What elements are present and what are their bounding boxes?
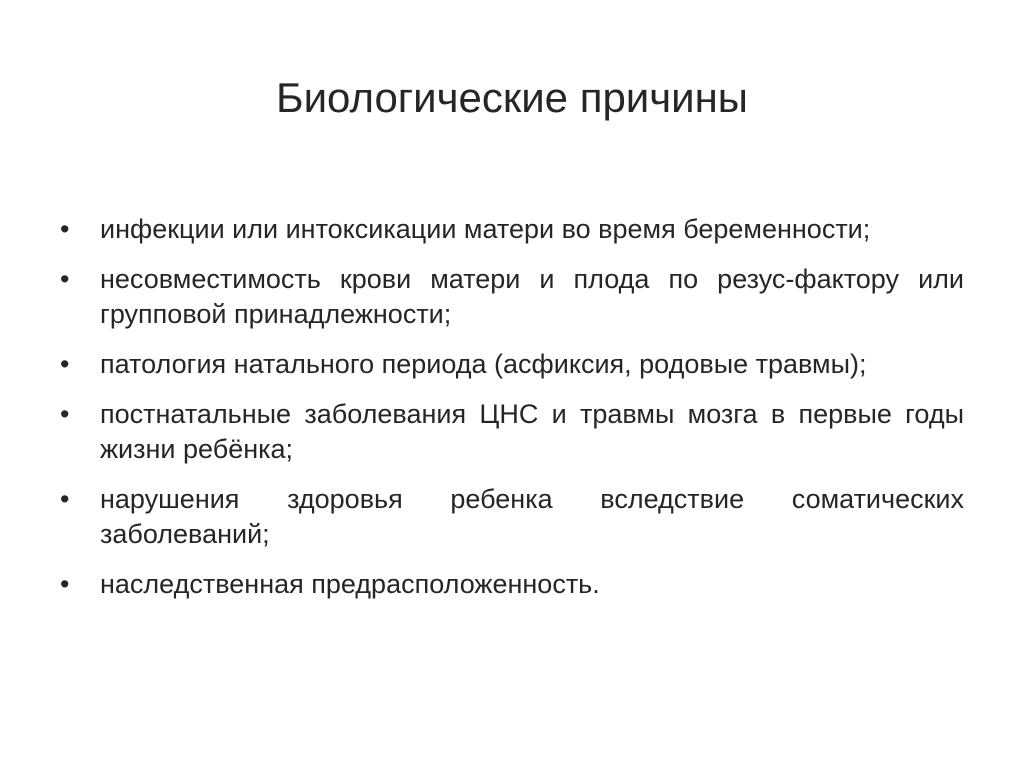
list-item-text: несовместимость крови матери и плода по резус-фактору или групповой принадлежности;: [100, 264, 964, 329]
list-item: [60, 482, 964, 552]
slide-title: Биологические причины: [276, 74, 748, 121]
bullet-list: [60, 212, 964, 602]
list-item-text: патология натального периода (асфиксия, родовые травмы);: [100, 349, 867, 379]
bullet-icon: •: [60, 484, 70, 514]
list-item: [60, 212, 964, 247]
bullet-icon: •: [60, 349, 70, 379]
list-item-text: инфекции или интоксикации матери во время беременности;: [100, 214, 871, 244]
list-item-text: наследственная предрасположенность.: [100, 569, 600, 599]
list-item: [60, 397, 964, 467]
list-item: [60, 262, 964, 332]
bullet-icon: •: [60, 214, 70, 244]
list-item-text: нарушения здоровья ребенка вследствие соматических заболеваний;: [100, 484, 964, 549]
list-item-text: постнатальные заболевания ЦНС и травмы мозга в первые годы жизни ребёнка;: [100, 399, 964, 464]
bullet-icon: •: [60, 264, 70, 294]
bullet-icon: •: [60, 569, 70, 599]
list-item: [60, 347, 964, 382]
bullet-icon: •: [60, 399, 70, 429]
list-item: [60, 567, 964, 602]
